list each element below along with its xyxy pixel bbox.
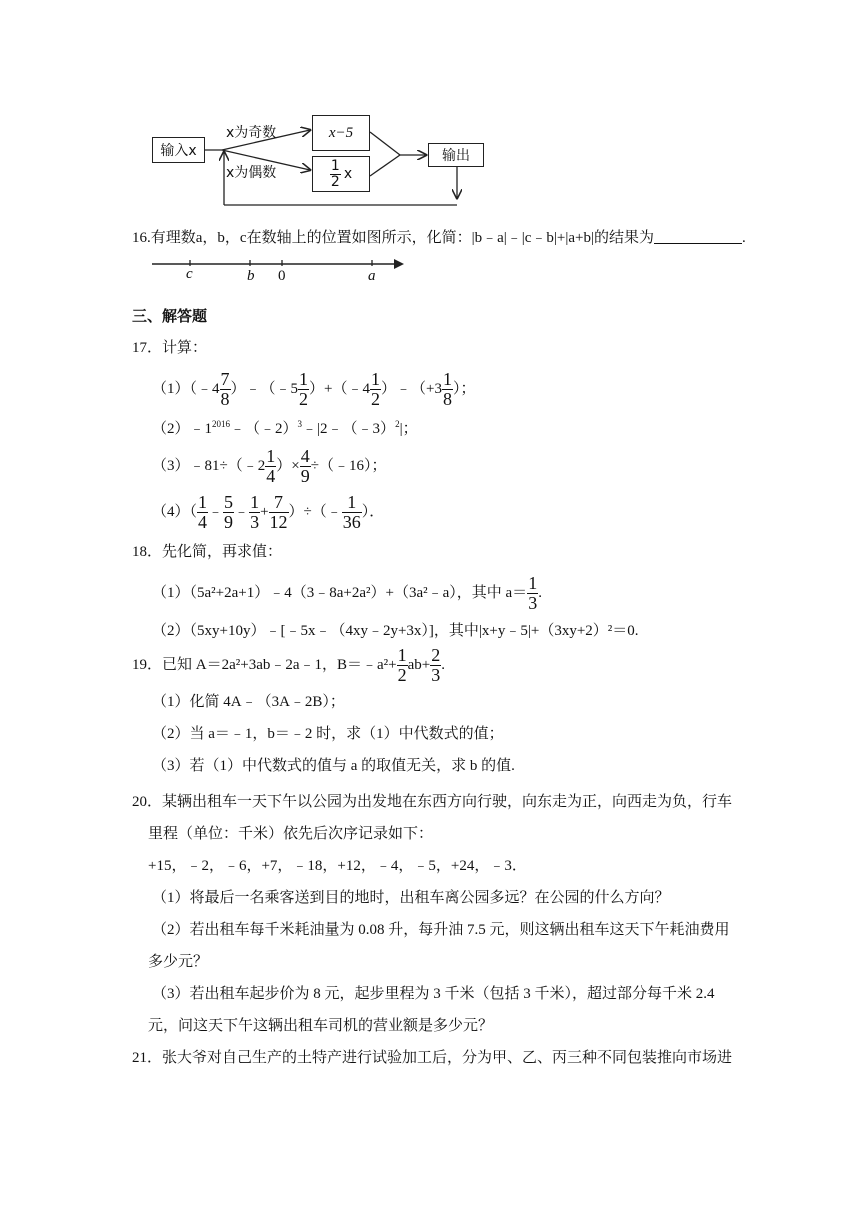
q20-record-list: +15，﹣2，﹣6，+7，﹣18，+12，﹣4，﹣5，+24，﹣3． <box>148 858 527 874</box>
answer-blank <box>654 229 742 244</box>
expr-text: ）+（﹣4 <box>309 380 371 397</box>
expr-text: （﹣4 <box>189 380 220 397</box>
question-19 <box>132 646 832 776</box>
q16-text: 16.有理数a，b，c在数轴上的位置如图所示，化简：|b﹣a|﹣|c﹣b|+|a+b|的结果为 <box>132 230 654 246</box>
fraction <box>527 574 538 613</box>
num: 7 <box>269 493 289 513</box>
flow-even-var: x <box>343 166 353 182</box>
flow-output-box <box>428 143 484 167</box>
q19-part-2: （2）当 a＝﹣1，b＝﹣2 时，求（1）中代数式的值； <box>152 726 504 742</box>
q21-line-1: 21．张大爷对自己生产的土特产进行试验加工后，分为甲、乙、丙三种不同包装推向市场进 <box>132 1050 733 1066</box>
number-line-label-c: c <box>186 266 193 282</box>
num: 1 <box>342 493 362 513</box>
den: 4 <box>198 511 208 532</box>
q16-end: . <box>741 230 746 246</box>
q19-part-3: （3）若（1）中代数式的值与 a 的取值无关，求 b 的值. <box>152 758 515 774</box>
den: 2 <box>397 664 407 685</box>
num: 1 <box>266 446 276 466</box>
part-label: （4） <box>152 503 190 520</box>
flow-even-coef <box>330 159 341 189</box>
expr-text: ）﹣（﹣5 <box>230 380 299 397</box>
q18-part-2: （2）（5xy+10y）﹣[﹣5x﹣（4xy﹣2y+3x）]，其中|x+y﹣5|+（3xy+2）²＝0. <box>152 623 639 639</box>
den: 36 <box>342 511 361 532</box>
question-17 <box>132 336 832 536</box>
expr-text: . <box>441 656 446 673</box>
q17-part-2 <box>152 417 418 438</box>
q18-part-1 <box>152 574 542 613</box>
flow-odd-label: x为奇数 <box>226 125 277 141</box>
question-18 <box>132 540 832 640</box>
expr-text: ﹣1 <box>189 421 213 437</box>
q17-part-3 <box>152 447 386 486</box>
num: 4 <box>300 446 310 466</box>
q20-part-2b: 多少元？ <box>148 954 209 970</box>
number-line-label-b: b <box>247 268 255 284</box>
q20-line-1: 20．某辆出租车一天下午以公园为出发地在东西方向行驶，向东走为正，向西走为负，行车 <box>132 794 733 810</box>
question-16 <box>132 226 832 296</box>
expr-text: 19．已知 A＝2a²+3ab﹣2a﹣1，B＝﹣a²+ <box>132 656 397 673</box>
num: 1 <box>371 369 381 389</box>
den: 3 <box>250 511 260 532</box>
den: 8 <box>442 388 452 409</box>
q17-part-1 <box>152 370 476 409</box>
num: 1 <box>528 573 538 593</box>
fraction <box>220 370 231 409</box>
den: 4 <box>266 465 276 486</box>
q20-part-2a: （2）若出租车每千米耗油量为 0.08 升，每升油 7.5 元，则这辆出租车这天下午耗油费用 <box>152 922 730 938</box>
num: 5 <box>224 492 234 512</box>
flowchart-connectors <box>0 0 860 220</box>
fraction <box>269 493 289 532</box>
flow-output-label: 输出 <box>442 148 470 164</box>
num: 2 <box>431 645 441 665</box>
question-20 <box>132 790 842 1060</box>
exponent: 2016 <box>212 419 231 429</box>
num: 1 <box>397 645 407 665</box>
part-label: （2） <box>152 421 190 437</box>
q20-part-1: （1）将最后一名乘客送到目的地时，出租车离公园多远？在公园的什么方向？ <box>152 890 670 906</box>
den: 9 <box>300 465 310 486</box>
fraction <box>298 370 309 409</box>
q20-part-3b: 元，问这天下午这辆出租车司机的营业额是多少元？ <box>148 1018 494 1034</box>
flow-input-label: 输入x <box>160 143 197 159</box>
den: 3 <box>431 664 441 685</box>
num: 1 <box>442 369 452 389</box>
exponent: 2 <box>395 419 400 429</box>
den: 2 <box>299 388 309 409</box>
number-line-label-a: a <box>368 268 376 284</box>
flow-odd-op-box <box>312 115 370 151</box>
flow-odd-op: x−5 <box>328 124 354 141</box>
fraction <box>397 646 408 685</box>
expr-text: （1）（5a²+2a+1）﹣4（3﹣8a+2a²）+（3a²﹣a），其中 a＝ <box>152 584 528 601</box>
expr-text: ﹣（﹣2） <box>230 421 298 437</box>
expr-text: （ <box>189 503 198 520</box>
q18-title: 18．先化简，再求值： <box>132 544 283 560</box>
expr-text: ﹣ <box>208 503 224 520</box>
q17-part-4 <box>152 493 384 532</box>
den: 3 <box>528 592 538 613</box>
fraction <box>197 493 208 532</box>
exponent: 3 <box>297 419 303 429</box>
expr-text: . <box>538 584 542 601</box>
q19-statement <box>132 646 445 685</box>
expr-text: ）× <box>276 457 300 474</box>
fraction <box>370 370 381 409</box>
flow-input-box <box>152 137 205 163</box>
den: 12 <box>269 511 288 532</box>
expr-text: ÷（﹣16）； <box>310 457 387 474</box>
num: 1 <box>198 492 208 512</box>
expr-text: + <box>260 503 269 520</box>
fraction <box>430 646 441 685</box>
expr-text: ）÷（﹣ <box>288 503 342 520</box>
flow-even-coef-den: 2 <box>330 173 340 190</box>
question-21 <box>132 1046 842 1076</box>
number-line-label-0: 0 <box>278 268 286 284</box>
expr-text: ）； <box>452 380 476 397</box>
fraction <box>249 493 260 532</box>
q17-title: 17．计算： <box>132 340 208 356</box>
flow-even-op-box <box>312 156 370 192</box>
den: 8 <box>220 388 230 409</box>
fraction <box>300 447 311 486</box>
fraction <box>342 493 362 532</box>
q20-part-3a: （3）若出租车起步价为 8 元，起步里程为 3 千米（包括 3 千米），超过部分每千米 2.4 <box>152 986 715 1002</box>
num: 1 <box>299 369 309 389</box>
expr-text: ﹣ <box>234 503 250 520</box>
expr-text: |； <box>399 421 418 437</box>
q19-part-1: （1）化简 4A﹣（3A﹣2B）； <box>152 694 345 710</box>
num: 7 <box>220 369 230 389</box>
fraction <box>265 447 276 486</box>
flow-even-coef-num: 1 <box>330 157 340 174</box>
part-label: （1） <box>152 380 190 397</box>
q20-line-2: 里程（单位：千米）依先后次序记录如下： <box>148 826 434 842</box>
den: 9 <box>224 511 234 532</box>
flow-even-label: x为偶数 <box>226 165 277 181</box>
expr-text: ab+ <box>407 656 431 673</box>
den: 2 <box>371 388 381 409</box>
fraction <box>442 370 453 409</box>
flowchart <box>0 0 860 220</box>
expr-text: ）﹣（+3 <box>381 380 442 397</box>
expr-text: ﹣81÷（﹣2 <box>189 457 266 474</box>
expr-text: ﹣|2﹣（﹣3） <box>302 421 396 437</box>
part-label: （3） <box>152 457 190 474</box>
fraction <box>223 493 234 532</box>
section-heading: 三、解答题 <box>132 307 208 325</box>
expr-text: ）． <box>361 503 385 520</box>
num: 1 <box>250 492 260 512</box>
